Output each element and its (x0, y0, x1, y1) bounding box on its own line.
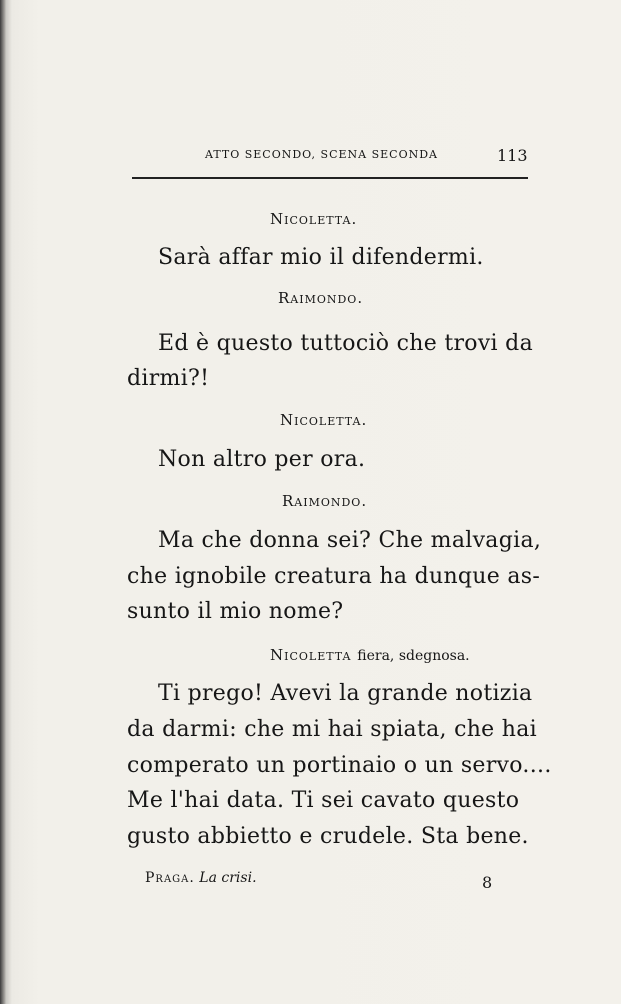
dialogue-line: dirmi?! (127, 366, 210, 391)
header-rule (132, 177, 528, 179)
dialogue-line: Non altro per ora. (158, 447, 366, 472)
dialogue-line: gusto abbietto e crudele. Sta bene. (127, 824, 529, 849)
speaker-name: Nicoletta. (280, 411, 368, 429)
speaker-name: Raimondo. (282, 492, 368, 510)
signature-mark: 8 (482, 873, 493, 892)
dialogue-line: comperato un portinaio o un servo.... (127, 753, 552, 778)
dialogue-line: da darmi: che mi hai spiata, che hai (127, 717, 538, 742)
footer-title: La crisi. (199, 870, 257, 886)
running-head: ATTO SECONDO, SCENA SECONDA (205, 148, 438, 161)
speaker-name: Raimondo. (278, 289, 364, 307)
dialogue-line: Ed è questo tuttociò che trovi da (158, 331, 533, 356)
footer-signature (145, 870, 257, 886)
page-binding-edge (0, 0, 6, 1004)
speaker-line (270, 646, 470, 664)
stage-direction: fiera, sdegnosa. (357, 648, 470, 664)
dialogue-line: che ignobile creatura ha dunque as- (127, 564, 541, 589)
dialogue-line: Sarà affar mio il difendermi. (158, 245, 484, 270)
speaker-name: Nicoletta (270, 646, 352, 664)
dialogue-line: sunto il mio nome? (127, 599, 344, 624)
dialogue-line: Ti prego! Avevi la grande notizia (158, 681, 533, 706)
dialogue-line: Ma che donna sei? Che malvagia, (158, 528, 542, 553)
page-number: 113 (497, 146, 528, 165)
footer-author: Praga. (145, 870, 195, 886)
speaker-name: Nicoletta. (270, 210, 358, 228)
dialogue-line: Me l'hai data. Ti sei cavato questo (127, 788, 520, 813)
